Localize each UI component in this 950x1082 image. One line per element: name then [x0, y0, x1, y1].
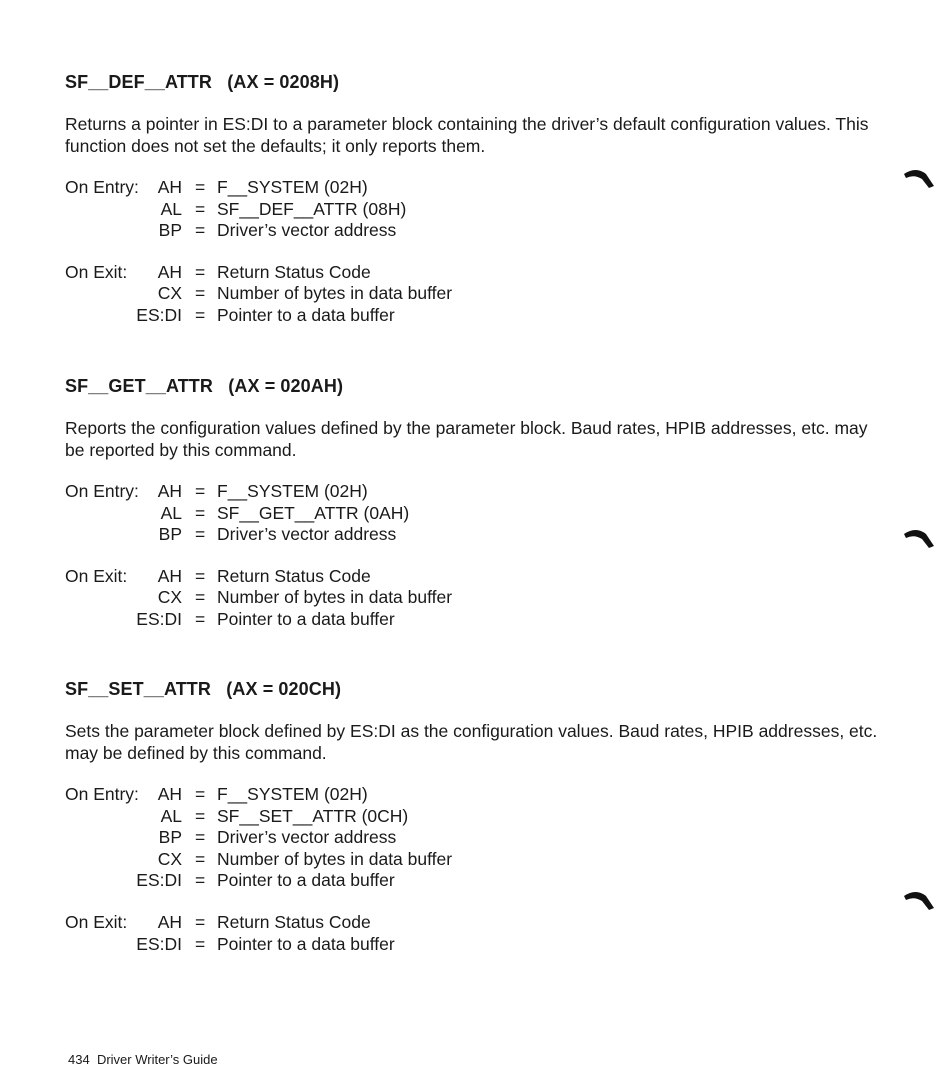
equals-sign: = — [195, 261, 206, 282]
register-value: SF__DEF__ATTR (08H) — [217, 198, 407, 219]
register-name: AH — [157, 177, 182, 197]
equals-sign: = — [195, 283, 206, 304]
on-exit-label: On Exit: — [65, 911, 128, 932]
on-entry-label: On Entry: — [65, 784, 139, 804]
equals-sign: = — [195, 805, 206, 826]
register-name: AH — [157, 784, 182, 804]
equals-sign: = — [195, 911, 206, 932]
register-row — [65, 934, 885, 956]
register-value: Pointer to a data buffer — [217, 933, 395, 954]
register-row — [65, 912, 885, 934]
section-description: Reports the configuration values defined by the parameter block. Baud rates, HPIB addresses, etc. may be reported by this command. — [65, 418, 868, 460]
equals-sign: = — [195, 870, 206, 891]
on-entry-block — [65, 784, 885, 892]
section-sf-def-attr — [65, 71, 885, 327]
register-name: CX — [157, 848, 182, 869]
on-entry-block — [65, 177, 885, 242]
register-value: Driver’s vector address — [217, 827, 397, 848]
on-entry-label: On Entry: — [65, 481, 139, 501]
section-sf-get-attr — [65, 375, 885, 631]
register-name: ES:DI — [136, 933, 182, 954]
register-value: SF__SET__ATTR (0CH) — [217, 805, 409, 826]
equals-sign: = — [195, 220, 206, 241]
equals-sign: = — [195, 784, 206, 804]
register-name: AL — [160, 198, 182, 219]
margin-binding-mark — [902, 524, 936, 550]
register-value: Return Status Code — [217, 911, 371, 932]
section-description: Sets the parameter block defined by ES:DI as the configuration values. Baud rates, HPIB addresses, etc. may be defined by this command. — [65, 721, 878, 763]
register-value: Number of bytes in data buffer — [217, 587, 453, 608]
register-name: ES:DI — [136, 304, 182, 325]
on-entry-label: On Entry: — [65, 177, 139, 197]
register-row — [65, 849, 885, 871]
register-name: CX — [157, 283, 182, 304]
register-row — [65, 481, 885, 503]
register-value: Number of bytes in data buffer — [217, 848, 453, 869]
on-entry-block — [65, 481, 885, 546]
equals-sign: = — [195, 827, 206, 848]
section-heading: SF__DEF__ATTR (AX = 0208H) — [65, 72, 340, 92]
register-value: Pointer to a data buffer — [217, 870, 395, 891]
register-row — [65, 587, 885, 609]
equals-sign: = — [195, 608, 206, 629]
register-name: AL — [160, 805, 182, 826]
register-name: ES:DI — [136, 608, 182, 629]
register-name: AL — [160, 502, 182, 523]
register-row — [65, 609, 885, 631]
register-value: Number of bytes in data buffer — [217, 283, 453, 304]
on-exit-label: On Exit: — [65, 261, 128, 282]
register-value: F__SYSTEM (02H) — [217, 784, 368, 804]
register-row — [65, 870, 885, 892]
register-name: AH — [157, 911, 182, 932]
on-exit-block — [65, 566, 885, 631]
register-name: ES:DI — [136, 870, 182, 891]
margin-binding-mark — [902, 164, 936, 190]
book-title: Driver Writer’s Guide — [96, 1052, 218, 1067]
equals-sign: = — [195, 524, 206, 545]
register-name: BP — [158, 827, 182, 848]
register-name: AH — [157, 565, 182, 586]
register-value: Driver’s vector address — [217, 220, 397, 241]
register-row — [65, 283, 885, 305]
register-name: AH — [157, 481, 182, 501]
register-row — [65, 305, 885, 327]
register-row — [65, 784, 885, 806]
register-value: Return Status Code — [217, 261, 371, 282]
equals-sign: = — [195, 481, 206, 501]
on-exit-label: On Exit: — [65, 565, 128, 586]
register-row — [65, 262, 885, 284]
margin-binding-mark — [902, 886, 936, 912]
register-row — [65, 827, 885, 849]
equals-sign: = — [195, 933, 206, 954]
register-name: CX — [157, 587, 182, 608]
register-row — [65, 177, 885, 199]
equals-sign: = — [195, 304, 206, 325]
register-value: SF__GET__ATTR (0AH) — [217, 502, 410, 523]
register-value: Pointer to a data buffer — [217, 608, 395, 629]
register-row — [65, 220, 885, 242]
on-exit-block — [65, 912, 885, 955]
register-name: BP — [158, 524, 182, 545]
page-footer — [68, 1052, 218, 1068]
page-number: 434 — [68, 1052, 90, 1067]
register-name: AH — [157, 261, 182, 282]
register-row — [65, 566, 885, 588]
register-value: Return Status Code — [217, 565, 371, 586]
equals-sign: = — [195, 198, 206, 219]
register-value: F__SYSTEM (02H) — [217, 481, 368, 501]
register-row — [65, 806, 885, 828]
section-heading: SF__SET__ATTR (AX = 020CH) — [65, 679, 342, 699]
register-value: F__SYSTEM (02H) — [217, 177, 368, 197]
on-exit-block — [65, 262, 885, 327]
equals-sign: = — [195, 177, 206, 197]
equals-sign: = — [195, 848, 206, 869]
register-name: BP — [158, 220, 182, 241]
register-row — [65, 503, 885, 525]
register-value: Driver’s vector address — [217, 524, 397, 545]
equals-sign: = — [195, 565, 206, 586]
section-heading: SF__GET__ATTR (AX = 020AH) — [65, 376, 344, 396]
register-row — [65, 199, 885, 221]
register-value: Pointer to a data buffer — [217, 304, 395, 325]
equals-sign: = — [195, 502, 206, 523]
section-sf-set-attr — [65, 678, 885, 955]
register-row — [65, 524, 885, 546]
equals-sign: = — [195, 587, 206, 608]
section-description: Returns a pointer in ES:DI to a parameter block containing the driver’s default configuration values. This function does not set the defaults; it only reports them. — [65, 114, 869, 156]
